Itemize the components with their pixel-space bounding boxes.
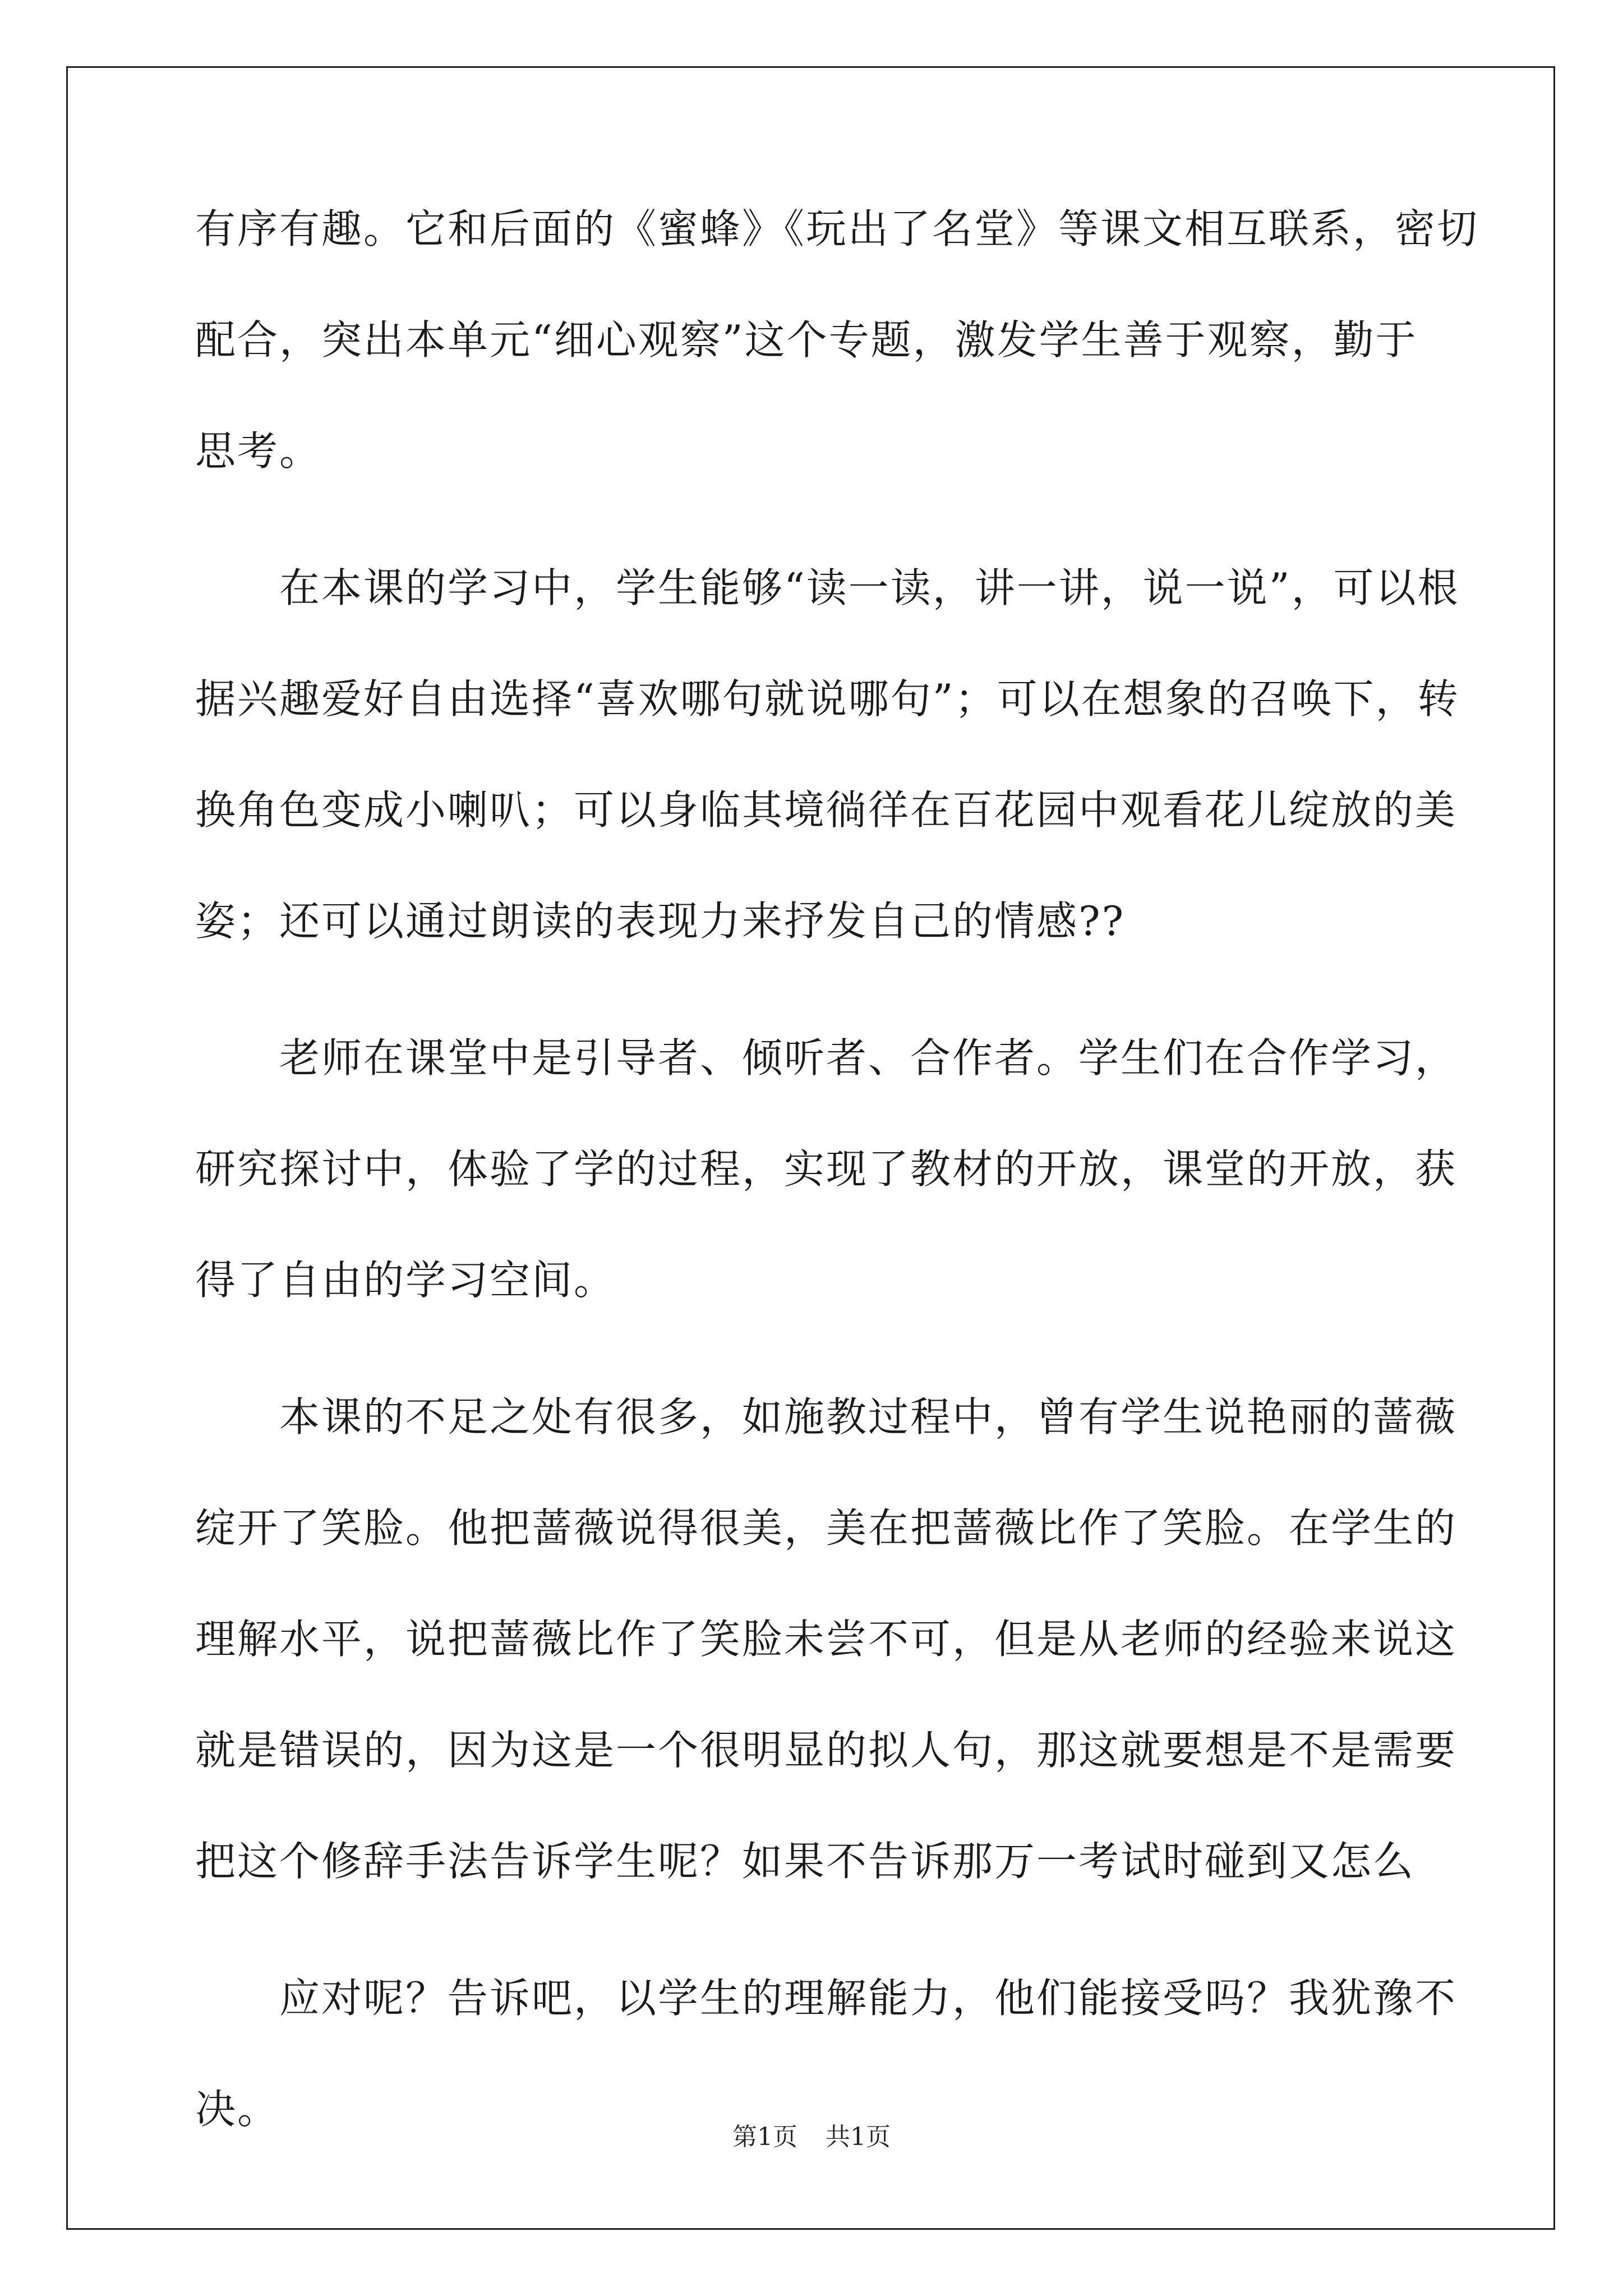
- text-line: 配合，突出本单元“细心观察”这个专题，激发学生善于观察，勤于: [195, 316, 1418, 364]
- text-line: 决。: [195, 2086, 280, 2133]
- text-line: 有序有趣。它和后面的《蜜蜂》《玩出了名堂》等课文相互联系，密切: [195, 205, 1479, 252]
- text-line: 姿；还可以通过朗读的表现力来抒发自己的情感??: [195, 898, 1126, 945]
- text-line: 在本课的学习中，学生能够“读一读，讲一讲，说一说”，可以根: [195, 564, 1460, 611]
- text-line: 得了自由的学习空间。: [195, 1257, 616, 1304]
- text-line: 应对呢？告诉吧，以学生的理解能力，他们能接受吗？我犹豫不: [195, 1975, 1458, 2022]
- text-line: 据兴趣爱好自由选择“喜欢哪句就说哪句”；可以在想象的召唤下，转: [195, 675, 1460, 723]
- document-body: [195, 205, 1479, 2133]
- text-line: 本课的不足之处有很多，如施教过程中，曾有学生说艳丽的蔷薇: [195, 1393, 1458, 1441]
- text-line: 就是错误的，因为这是一个很明显的拟人句，那这就要想是不是需要: [195, 1727, 1458, 1774]
- text-line: 把这个修辞手法告诉学生呢？如果不告诉那万一考试时碰到又怎么: [195, 1838, 1415, 1885]
- page-footer: [0, 2120, 1623, 2154]
- page-total: 共1页: [826, 2123, 891, 2151]
- text-line: 研究探讨中，体验了学的过程，实现了教材的开放，课堂的开放，获: [195, 1145, 1458, 1193]
- text-line: 换角色变成小喇叭；可以身临其境徜徉在百花园中观看花儿绽放的美: [195, 786, 1458, 834]
- text-line: 绽开了笑脸。他把蔷薇说得很美，美在把蔷薇比作了笑脸。在学生的: [195, 1504, 1458, 1552]
- text-line: 思考。: [195, 427, 322, 475]
- text-line: 理解水平，说把蔷薇比作了笑脸未尝不可，但是从老师的经验来说这: [195, 1616, 1458, 1663]
- page-number: 第1页: [732, 2123, 797, 2151]
- text-line: 老师在课堂中是引导者、倾听者、合作者。学生们在合作学习，: [195, 1034, 1458, 1082]
